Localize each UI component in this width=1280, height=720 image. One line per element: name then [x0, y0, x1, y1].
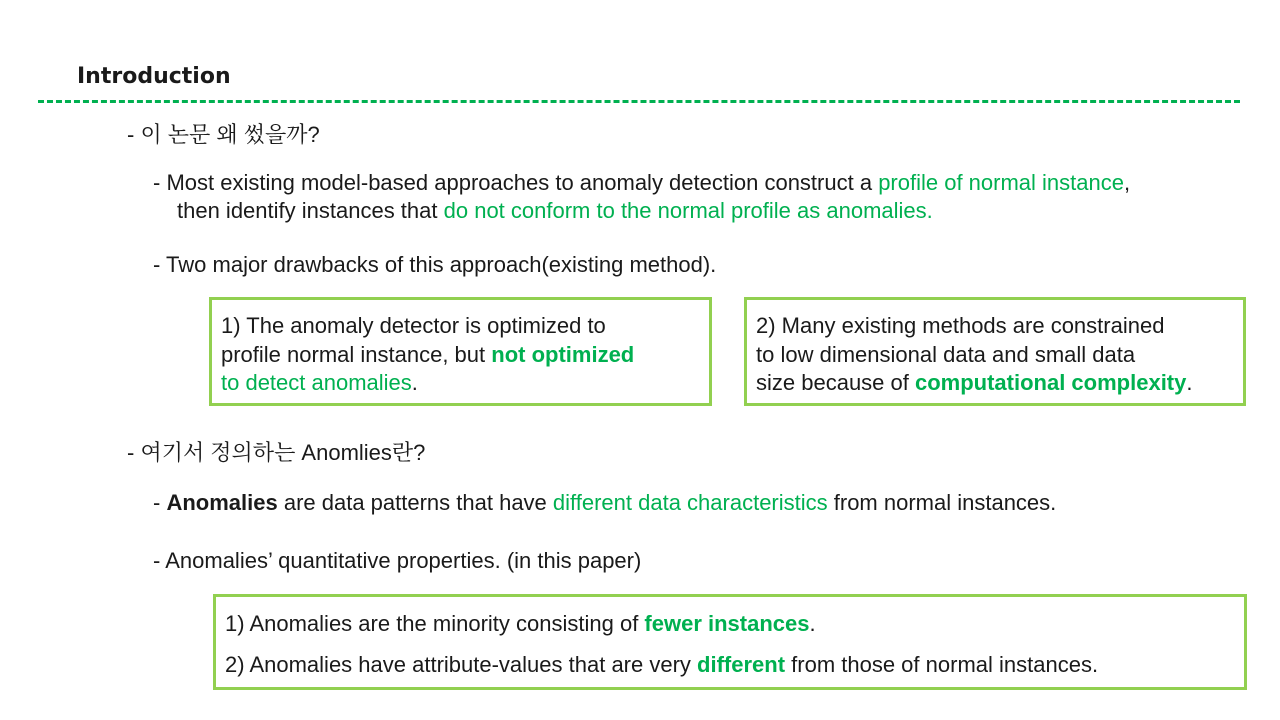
highlight-fewer-instances: fewer instances: [644, 611, 810, 636]
highlight-detect-anomalies: to detect anomalies: [221, 370, 412, 395]
section-heading-definition: - 여기서 정의하는 Anomlies란?: [127, 440, 426, 465]
highlight-different: different: [697, 652, 786, 677]
drawback-box-1: [209, 297, 712, 406]
box-line: size because of computational complexity.: [756, 370, 1193, 395]
bullet-two-drawbacks: - Two major drawbacks of this approach(existing method).: [153, 252, 717, 277]
title-divider: [38, 100, 1240, 103]
bullet-text: then identify instances that: [177, 198, 444, 223]
slide-title: Introduction: [77, 64, 231, 89]
highlight-computational-complexity: computational complexity: [914, 370, 1187, 395]
highlight-profile-normal: profile of normal instance: [878, 170, 1124, 195]
box-line: 2) Many existing methods are constrained: [756, 313, 1165, 338]
drawback-box-1-text: [221, 312, 634, 398]
drawback-box-2: [744, 297, 1246, 406]
bullet-dash: -: [153, 170, 167, 195]
section-heading-why: - 이 논문 왜 썼을까?: [127, 122, 320, 147]
bullet-text: Most existing model-based approaches to anomaly detection construct a: [166, 170, 879, 195]
property-line-2: 2) Anomalies have attribute-values that are very different from those of normal instances.: [225, 652, 1099, 677]
bold-anomalies: Anomalies: [166, 490, 278, 515]
property-line-1: 1) Anomalies are the minority consisting of fewer instances.: [225, 611, 816, 636]
box-line: profile normal instance, but not optimized: [221, 341, 635, 367]
box-line: to detect anomalies.: [221, 370, 418, 395]
bullet-comma: ,: [1123, 170, 1131, 195]
highlight-not-optimized: not optimized: [491, 341, 635, 367]
highlight-different-characteristics: different data characteristics: [552, 490, 828, 515]
bullet-existing-approaches-line1: [153, 169, 1130, 197]
bullet-anomalies-definition: - Anomalies are data patterns that have different data characteristics from normal instances.: [153, 490, 1057, 515]
bullet-quantitative-properties: - Anomalies’ quantitative properties. (in this paper): [153, 548, 642, 573]
highlight-not-conform: do not conform to the normal profile as anomalies.: [443, 198, 933, 223]
box-line: to low dimensional data and small data: [756, 341, 1136, 367]
drawback-box-2-text: [756, 312, 1193, 398]
box-line: 1) The anomaly detector is optimized to: [221, 313, 606, 338]
properties-box: [213, 594, 1247, 690]
bullet-existing-approaches-line2: [177, 197, 933, 225]
